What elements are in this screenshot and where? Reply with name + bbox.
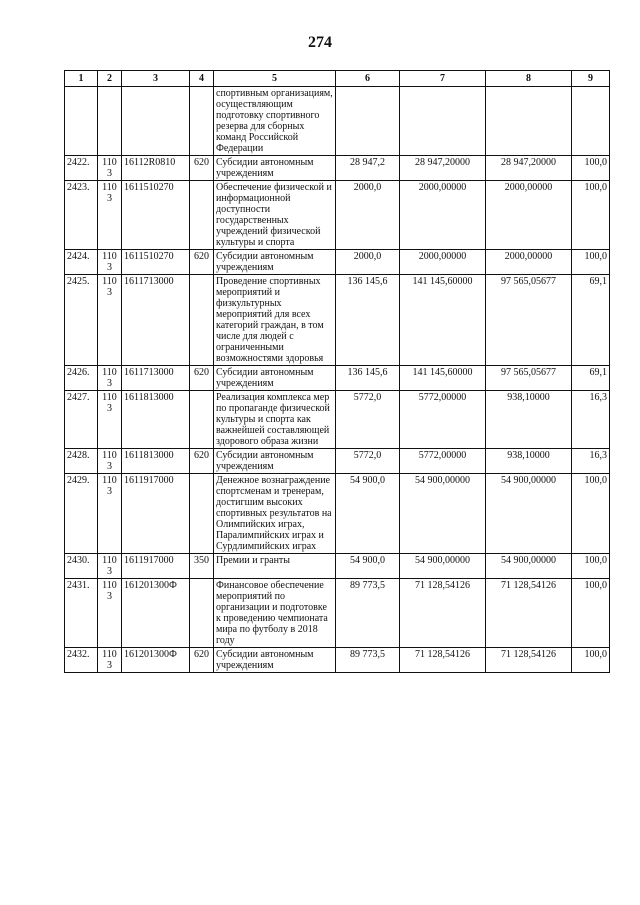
target-article-code: 1611917000 [122,474,190,554]
table-row [65,579,610,648]
section-code: 1103 [98,366,122,391]
table-row [65,648,610,673]
table-row [65,181,610,250]
row-number: 2429. [65,474,98,554]
executed-amount: 2000,00000 [486,250,572,275]
expense-type-code [190,181,214,250]
table-row [65,366,610,391]
col-header-9: 9 [572,71,610,87]
target-article-code [122,87,190,156]
row-number: 2424. [65,250,98,275]
row-number: 2427. [65,391,98,449]
row-number: 2430. [65,554,98,579]
execution-percent: 100,0 [572,648,610,673]
expense-type-code: 620 [190,250,214,275]
expense-type-code [190,579,214,648]
approved-amount: 89 773,5 [336,648,400,673]
row-number [65,87,98,156]
approved-amount: 136 145,6 [336,366,400,391]
expense-type-code [190,275,214,366]
budget-allocation: 54 900,00000 [400,554,486,579]
target-article-code: 1611713000 [122,275,190,366]
item-name: Финансовое обеспечение мероприятий по организации и подготовке к проведению чемпионата мира по футболу в 2018 году [214,579,336,648]
expense-type-code: 620 [190,156,214,181]
row-number: 2422. [65,156,98,181]
section-code: 1103 [98,474,122,554]
expense-type-code: 620 [190,449,214,474]
item-name: Обеспечение физической и информационной доступности государственных учреждений физической культуры и спорта [214,181,336,250]
approved-amount [336,87,400,156]
executed-amount: 71 128,54126 [486,648,572,673]
section-code: 1103 [98,579,122,648]
table-row [65,449,610,474]
execution-percent [572,87,610,156]
table-row [65,156,610,181]
table-row [65,250,610,275]
table-row [65,87,610,156]
approved-amount: 89 773,5 [336,579,400,648]
approved-amount: 5772,0 [336,391,400,449]
approved-amount: 54 900,0 [336,474,400,554]
budget-allocation: 2000,00000 [400,181,486,250]
expense-type-code: 350 [190,554,214,579]
executed-amount: 28 947,20000 [486,156,572,181]
execution-percent: 100,0 [572,250,610,275]
item-name: Субсидии автономным учреждениям [214,449,336,474]
execution-percent: 100,0 [572,156,610,181]
target-article-code: 1611510270 [122,181,190,250]
execution-percent: 69,1 [572,366,610,391]
expense-type-code [190,87,214,156]
section-code: 1103 [98,648,122,673]
executed-amount: 54 900,00000 [486,474,572,554]
section-code [98,87,122,156]
section-code: 1103 [98,156,122,181]
col-header-5: 5 [214,71,336,87]
execution-percent: 100,0 [572,181,610,250]
section-code: 1103 [98,181,122,250]
approved-amount: 2000,0 [336,181,400,250]
page-number: 274 [308,34,332,51]
item-name: Денежное вознаграждение спортсменам и тренерам, достигшим высоких спортивных результатов на Олимпийских играх, Паралимпийских играх и Сурдлимпийских играх [214,474,336,554]
target-article-code: 161201300Ф [122,648,190,673]
expense-type-code [190,474,214,554]
target-article-code: 1611917000 [122,554,190,579]
item-name: спортивным организациям, осуществляющим подготовку спортивного резерва для сборных команд Российской Федерации [214,87,336,156]
col-header-6: 6 [336,71,400,87]
executed-amount: 71 128,54126 [486,579,572,648]
execution-percent: 16,3 [572,449,610,474]
approved-amount: 136 145,6 [336,275,400,366]
table-header-row [65,71,610,87]
approved-amount: 5772,0 [336,449,400,474]
col-header-1: 1 [65,71,98,87]
table-row [65,391,610,449]
executed-amount: 54 900,00000 [486,554,572,579]
budget-table [64,70,610,673]
executed-amount: 97 565,05677 [486,366,572,391]
row-number: 2432. [65,648,98,673]
expense-type-code: 620 [190,366,214,391]
approved-amount: 54 900,0 [336,554,400,579]
budget-allocation: 71 128,54126 [400,579,486,648]
budget-allocation: 2000,00000 [400,250,486,275]
execution-percent: 100,0 [572,474,610,554]
item-name: Субсидии автономным учреждениям [214,648,336,673]
budget-allocation: 54 900,00000 [400,474,486,554]
budget-allocation: 141 145,60000 [400,275,486,366]
row-number: 2426. [65,366,98,391]
execution-percent: 100,0 [572,579,610,648]
execution-percent: 69,1 [572,275,610,366]
budget-allocation: 141 145,60000 [400,366,486,391]
section-code: 1103 [98,275,122,366]
executed-amount: 97 565,05677 [486,275,572,366]
execution-percent: 16,3 [572,391,610,449]
table-body [65,87,610,673]
item-name: Премии и гранты [214,554,336,579]
target-article-code: 1611813000 [122,391,190,449]
table-row [65,275,610,366]
executed-amount: 938,10000 [486,391,572,449]
approved-amount: 28 947,2 [336,156,400,181]
col-header-2: 2 [98,71,122,87]
section-code: 1103 [98,449,122,474]
row-number: 2423. [65,181,98,250]
budget-allocation: 5772,00000 [400,449,486,474]
expense-type-code [190,391,214,449]
item-name: Субсидии автономным учреждениям [214,156,336,181]
budget-allocation [400,87,486,156]
target-article-code: 1611510270 [122,250,190,275]
table-row [65,474,610,554]
expense-type-code: 620 [190,648,214,673]
item-name: Проведение спортивных мероприятий и физкультурных мероприятий для всех категорий граждан, в том числе для людей с ограниченными возможностями здоровья [214,275,336,366]
target-article-code: 161201300Ф [122,579,190,648]
execution-percent: 100,0 [572,554,610,579]
executed-amount: 2000,00000 [486,181,572,250]
target-article-code: 16112R0810 [122,156,190,181]
target-article-code: 1611713000 [122,366,190,391]
row-number: 2431. [65,579,98,648]
section-code: 1103 [98,391,122,449]
target-article-code: 1611813000 [122,449,190,474]
row-number: 2425. [65,275,98,366]
table-row [65,554,610,579]
col-header-4: 4 [190,71,214,87]
col-header-8: 8 [486,71,572,87]
budget-allocation: 28 947,20000 [400,156,486,181]
executed-amount [486,87,572,156]
approved-amount: 2000,0 [336,250,400,275]
budget-allocation: 5772,00000 [400,391,486,449]
section-code: 1103 [98,554,122,579]
row-number: 2428. [65,449,98,474]
item-name: Субсидии автономным учреждениям [214,250,336,275]
item-name: Субсидии автономным учреждениям [214,366,336,391]
col-header-3: 3 [122,71,190,87]
budget-allocation: 71 128,54126 [400,648,486,673]
item-name: Реализация комплекса мер по пропаганде физической культуры и спорта как важнейшей составляющей здорового образа жизни [214,391,336,449]
section-code: 1103 [98,250,122,275]
col-header-7: 7 [400,71,486,87]
executed-amount: 938,10000 [486,449,572,474]
